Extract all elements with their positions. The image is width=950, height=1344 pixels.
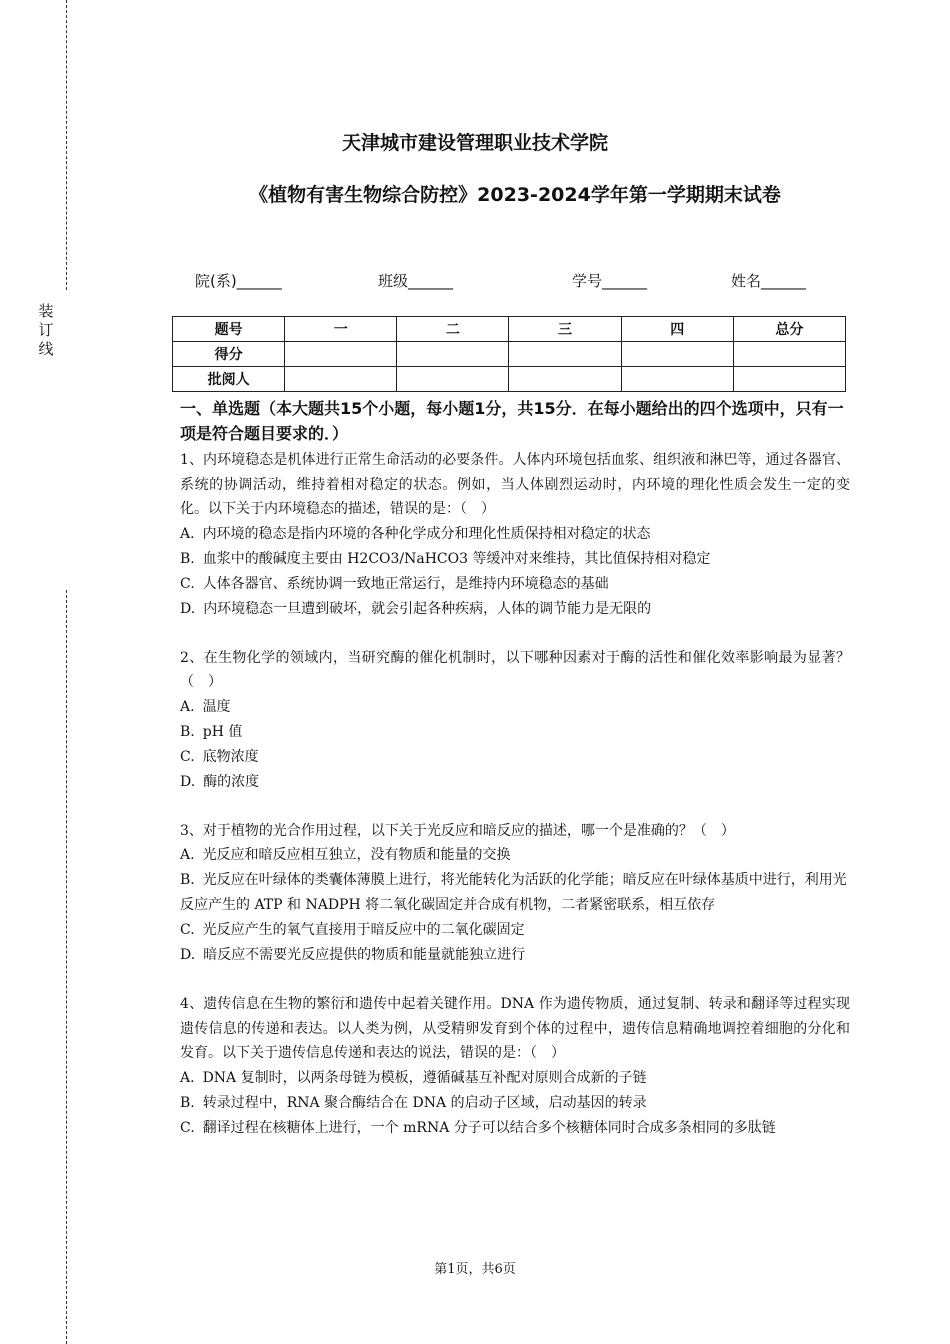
option-letter: D.: [180, 947, 196, 963]
option-text: pH 值: [202, 723, 243, 740]
option-text: 酶的浓度: [203, 773, 260, 790]
option-letter: A.: [180, 1069, 195, 1086]
option-c: [180, 572, 850, 597]
option-text: 光反应在叶绿体的类囊体薄膜上进行，将光能转化为活跃的化学能；暗反应在叶绿体基质中进行，利用光反应产生的 ATP 和 NADPH 将二氧化碳固定并合成有机物，二者紧密联系，相互依存: [180, 872, 847, 913]
score-cell[interactable]: [621, 342, 733, 367]
department-field[interactable]: 院(系)______: [195, 272, 282, 290]
option-letter: A.: [180, 525, 195, 542]
score-header-cell: 二: [397, 317, 509, 342]
score-table: [172, 316, 846, 392]
option-letter: B.: [180, 550, 195, 567]
question-stem: 2、在生物化学的领域内，当研究酶的催化机制时，以下哪种因素对于酶的活性和催化效率影响最为显著？（ ）: [180, 649, 850, 690]
option-d: [180, 943, 850, 968]
binding-label: 装订线: [38, 302, 54, 358]
option-text: 内环境稳态一旦遭到破坏，就会引起各种疾病，人体的调节能力是无限的: [203, 600, 652, 617]
option-text: 温度: [202, 698, 231, 715]
option-text: 人体各器官、系统协调一致地正常运行，是维持内环境稳态的基础: [202, 575, 609, 592]
option-text: 血浆中的酸碱度主要由 H2CO3/NaHCO3 等缓冲对来维持，其比值保持相对稳定: [202, 550, 711, 567]
option-letter: A.: [180, 847, 195, 863]
question-2: [180, 646, 850, 795]
option-c: [180, 918, 850, 943]
name-field[interactable]: 姓名______: [731, 272, 807, 290]
option-a: [180, 843, 850, 868]
option-letter: C.: [180, 575, 195, 592]
option-c: [180, 745, 850, 770]
option-letter: D.: [180, 773, 196, 790]
question-stem: 3、对于植物的光合作用过程，以下关于光反应和暗反应的描述，哪一个是准确的？（ ）: [180, 822, 735, 839]
option-d: [180, 770, 850, 795]
score-cell[interactable]: [509, 342, 621, 367]
question-stem: 1、内环境稳态是机体进行正常生命活动的必要条件。人体内环境包括血浆、组织液和淋巴等，通过各器官、系统的协调活动，维持着相对稳定的状态。例如，当人体剧烈运动时，内环境的理化性质会发生一定的变化。以下关于内环境稳态的描述，错误的是：（ ）: [180, 452, 850, 517]
grader-row: [173, 367, 846, 392]
school-name: 天津城市建设管理职业技术学院: [341, 132, 608, 154]
score-header-cell: 三: [509, 317, 621, 342]
option-c: [180, 1116, 850, 1141]
option-d: [180, 597, 850, 622]
option-letter: B.: [180, 723, 195, 740]
option-letter: D.: [180, 600, 196, 617]
class-field[interactable]: 班级______: [378, 272, 454, 290]
score-cell[interactable]: [285, 342, 397, 367]
option-letter: C.: [180, 1119, 195, 1136]
score-row-label: 得分: [173, 342, 285, 367]
score-cell[interactable]: [397, 342, 509, 367]
option-letter: C.: [180, 922, 195, 938]
option-b: [180, 868, 850, 918]
grader-cell[interactable]: [397, 367, 509, 392]
grader-cell[interactable]: [285, 367, 397, 392]
section-heading: 一、单选题（本大题共15个小题，每小题1分，共15分．在每小题给出的四个选项中，只有一项是符合题目要求的．）: [180, 399, 844, 443]
option-text: 底物浓度: [202, 748, 259, 765]
option-letter: C.: [180, 748, 195, 765]
option-b: [180, 720, 850, 745]
score-header-cell: 一: [285, 317, 397, 342]
option-letter: A.: [180, 698, 195, 715]
exam-content: [180, 396, 850, 1141]
exam-title: 《植物有害生物综合防控》2023-2024学年第一学期期末试卷: [249, 184, 781, 206]
grader-cell[interactable]: [509, 367, 621, 392]
option-letter: B.: [180, 1094, 195, 1111]
score-header-cell: 总分: [733, 317, 845, 342]
question-4: [180, 992, 850, 1141]
grader-row-label: 批阅人: [173, 367, 285, 392]
option-b: [180, 547, 850, 572]
student-info-row: [0, 270, 950, 292]
option-a: [180, 522, 850, 547]
page-footer: 第1页，共6页: [434, 1262, 516, 1277]
question-stem: 4、遗传信息在生物的繁衍和遗传中起着关键作用。DNA 作为遗传物质，通过复制、转录和翻译等过程实现遗传信息的传递和表达。以人类为例，从受精卵发育到个体的过程中，遗传信息精确地调控着细胞的分化和发育。以下关于遗传信息传递和表达的说法，错误的是：（ ）: [180, 996, 850, 1061]
question-1: [180, 448, 850, 622]
option-text: 转录过程中，RNA 聚合酶结合在 DNA 的启动子区域，启动基因的转录: [202, 1094, 647, 1111]
binding-dashed-line: [66, 590, 67, 1344]
option-text: 光反应和暗反应相互独立，没有物质和能量的交换: [202, 847, 511, 863]
option-a: [180, 695, 850, 720]
score-header-cell: 题号: [173, 317, 285, 342]
score-row: [173, 342, 846, 367]
option-text: 光反应产生的氧气直接用于暗反应中的二氧化碳固定: [202, 922, 525, 938]
option-letter: B.: [180, 872, 195, 888]
option-b: [180, 1091, 850, 1116]
question-3: [180, 819, 850, 969]
score-header-cell: 四: [621, 317, 733, 342]
score-table-header-row: [173, 317, 846, 342]
option-a: [180, 1066, 850, 1091]
grader-cell[interactable]: [621, 367, 733, 392]
score-cell[interactable]: [733, 342, 845, 367]
grader-cell[interactable]: [733, 367, 845, 392]
option-text: DNA 复制时，以两条母链为模板，遵循碱基互补配对原则合成新的子链: [202, 1069, 647, 1086]
option-text: 内环境的稳态是指内环境的各种化学成分和理化性质保持相对稳定的状态: [202, 525, 651, 542]
student-id-field[interactable]: 学号______: [572, 272, 648, 290]
option-text: 暗反应不需要光反应提供的物质和能量就能独立进行: [203, 947, 526, 963]
option-text: 翻译过程在核糖体上进行，一个 mRNA 分子可以结合多个核糖体同时合成多条相同的多肽链: [202, 1119, 776, 1136]
